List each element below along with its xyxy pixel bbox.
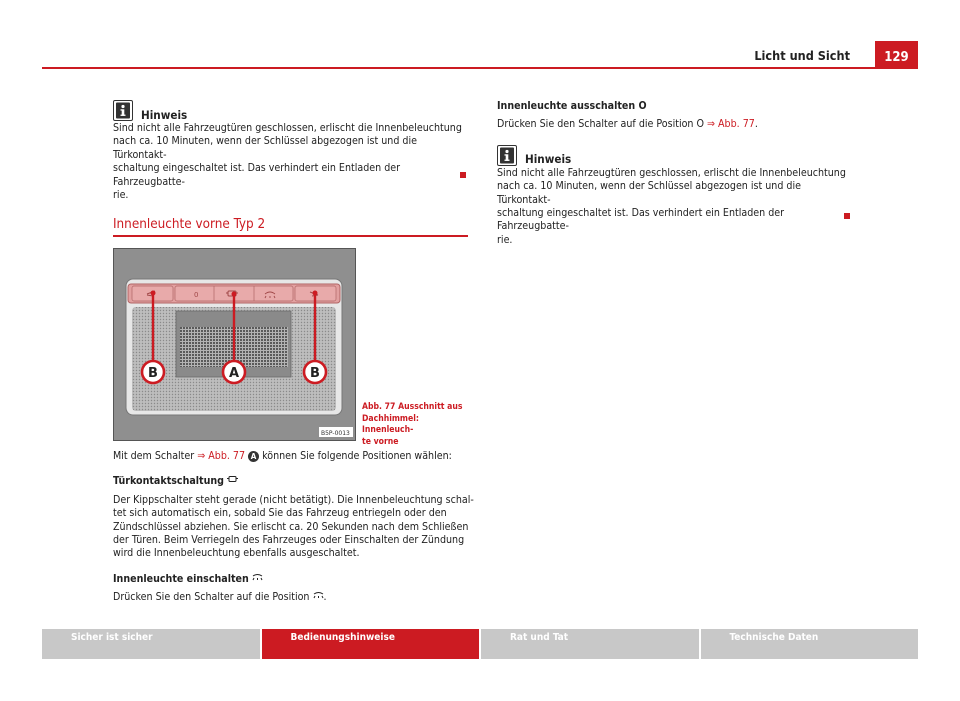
figure-link[interactable]: ⇒ Abb. 77 [707, 118, 755, 131]
note-line: schaltung eingeschaltet ist. Das verhindert ein Entladen der Fahrzeugbatte- [113, 162, 401, 188]
footer-tab-rat-und-tat[interactable]: Rat und Tat [481, 629, 699, 659]
section-rule [113, 235, 468, 237]
info-note-icon [113, 100, 133, 121]
light-on-position-icon [313, 591, 324, 599]
door-contact-line: der Türen. Beim Verriegeln des Fahrzeuges oder Einschalten der Zündung [113, 534, 465, 547]
callout-b-left [142, 361, 164, 383]
end-marker [844, 213, 850, 219]
svg-text:B: B [310, 366, 320, 381]
body-text [113, 450, 475, 605]
note-line: rie. [113, 189, 129, 202]
figure-caption: Abb. 77 Ausschnitt aus Dachhimmel: Innenleuch- te vorne [362, 402, 463, 447]
callout-b-right [304, 361, 326, 383]
footer-nav [42, 629, 918, 659]
door-contact-icon [227, 475, 238, 483]
svg-text:B: B [148, 366, 158, 381]
note-line: schaltung eingeschaltet ist. Das verhindert ein Entladen der Fahrzeugbatte- [497, 207, 785, 233]
callout-a-badge: A [248, 451, 259, 462]
light-on-heading: Innenleuchte einschalten [113, 573, 475, 586]
page-number: 129 [875, 41, 918, 69]
door-contact-line: tet sich automatisch ein, sobald Sie das Fahrzeug entriegeln oder den [113, 507, 447, 520]
end-marker [460, 172, 466, 178]
section-title: Innenleuchte vorne Typ 2 [113, 217, 266, 232]
svg-text:A: A [228, 366, 240, 381]
note-line: rie. [497, 233, 513, 246]
figure-roof-light [113, 248, 356, 441]
left-note [113, 100, 473, 202]
note-line: Sind nicht alle Fahrzeugtüren geschlossen, erlischt die Innenbeleuchtung [113, 122, 462, 134]
note-line: nach ca. 10 Minuten, wenn der Schlüssel abgezogen ist und die Türkontakt- [497, 180, 801, 206]
light-on-icon [252, 573, 263, 581]
figure-code: B5P-0013 [321, 430, 350, 437]
footer-tab-technische-daten[interactable]: Technische Daten [701, 629, 919, 659]
note-heading: Hinweis [113, 100, 473, 121]
light-off-heading: Innenleuchte ausschalten O [497, 100, 647, 112]
header-rule [42, 67, 918, 69]
right-column [497, 100, 857, 247]
figure-link[interactable]: ⇒ Abb. 77 [197, 450, 246, 462]
intro-paragraph: Mit dem Schalter ⇒ Abb. 77 A können Sie folgende Positionen wählen: [113, 450, 452, 462]
note-heading: Hinweis [497, 145, 857, 166]
switch-position-off-label: 0 [194, 291, 199, 299]
door-contact-line: wird die Innenbeleuchtung ebenfalls ausgeschaltet. [113, 547, 360, 560]
door-contact-line: Der Kippschalter steht gerade (nicht betätigt). Die Innenbeleuchtung schal- [113, 493, 474, 506]
footer-tab-bedienungshinweise[interactable]: Bedienungshinweise [262, 629, 480, 659]
light-off-text: Drücken Sie den Schalter auf die Position O ⇒ Abb. 77. [497, 118, 758, 131]
info-note-icon [497, 145, 517, 166]
door-contact-line: Zündschlüssel abziehen. Sie erlischt ca. 20 Sekunden nach dem Schließen [113, 520, 469, 533]
light-on-text: Drücken Sie den Schalter auf die Position . [113, 591, 327, 604]
note-line: nach ca. 10 Minuten, wenn der Schlüssel abgezogen ist und die Türkontakt- [113, 135, 417, 161]
callout-a [223, 361, 245, 383]
note-line: Sind nicht alle Fahrzeugtüren geschlossen, erlischt die Innenbeleuchtung [497, 166, 846, 179]
door-contact-heading: Türkontaktschaltung [113, 475, 475, 488]
running-header-title: Licht und Sicht [754, 48, 850, 63]
footer-tab-sicher-ist-sicher[interactable]: Sicher ist sicher [42, 629, 260, 659]
